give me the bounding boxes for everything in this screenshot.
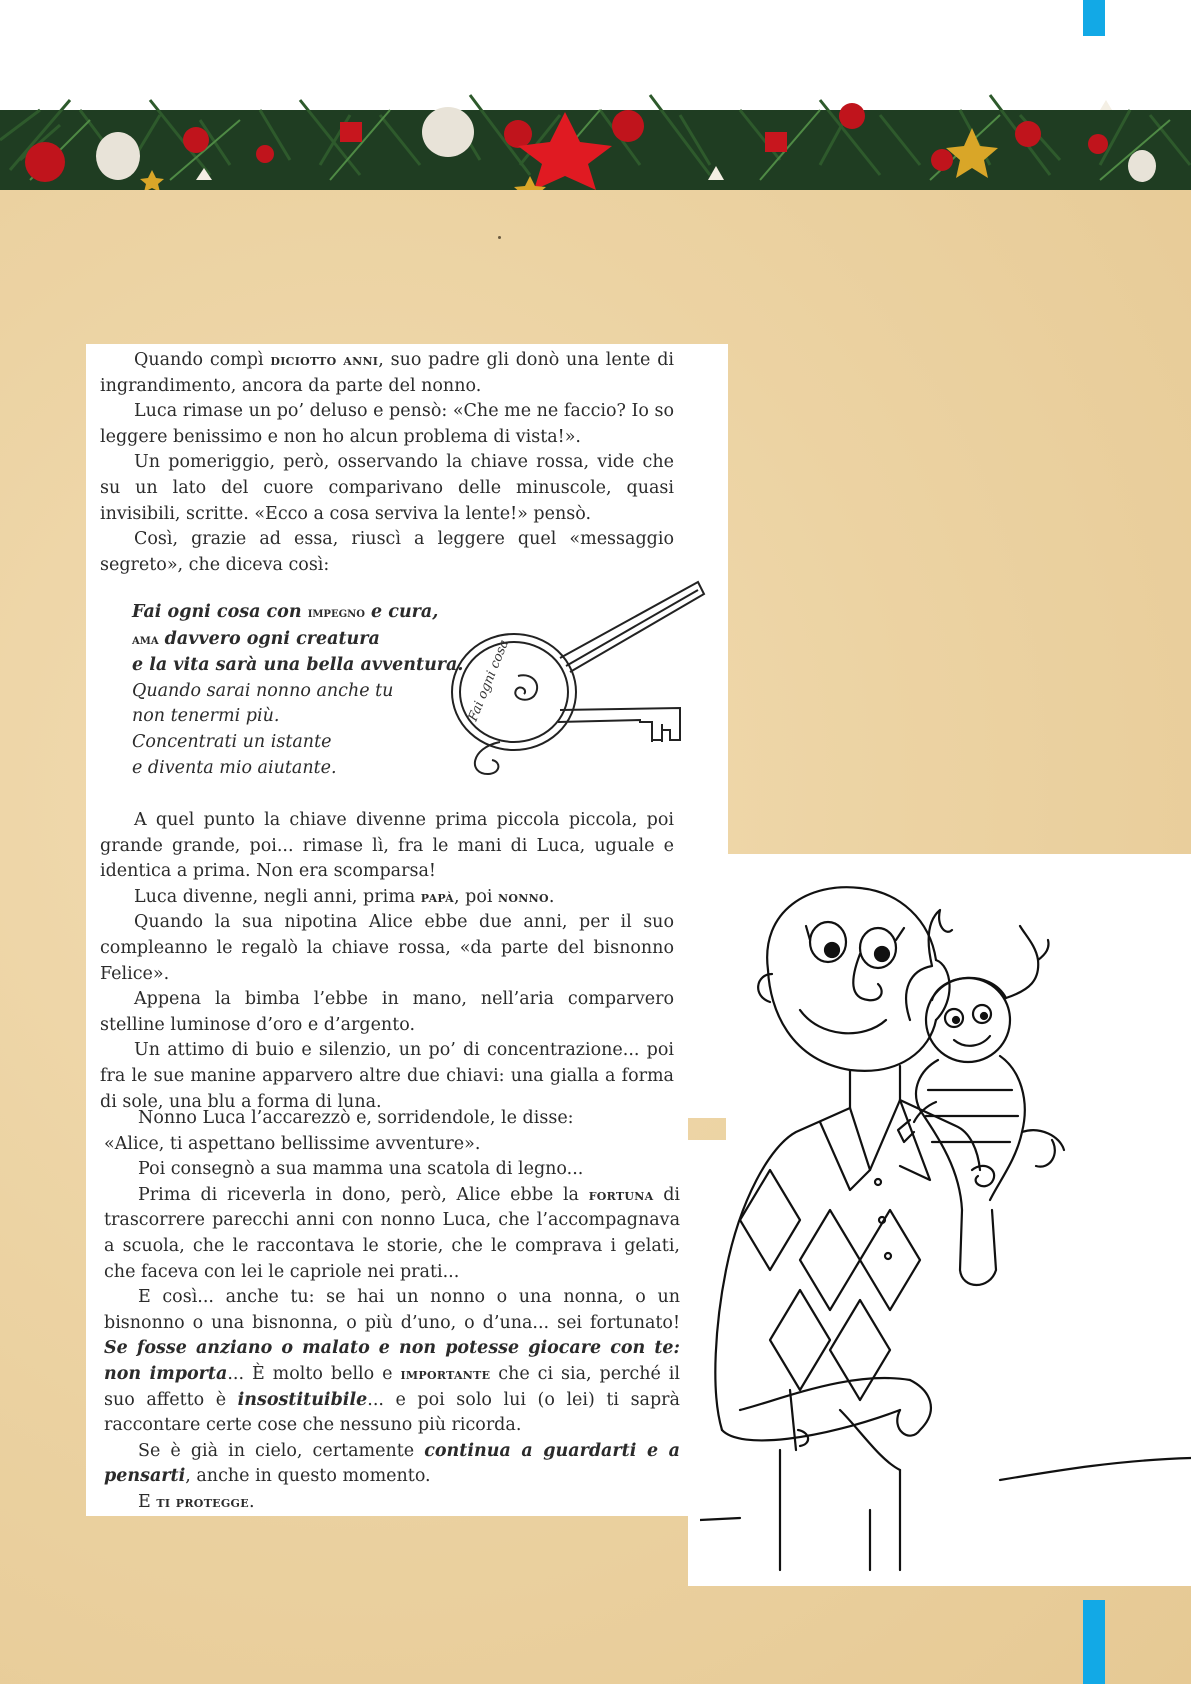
text-span: . bbox=[548, 886, 555, 907]
poem-line-5: non tenermi più. bbox=[132, 706, 280, 727]
paragraph-inscription-discovered: Un pomeriggio, però, osservando la chiave rossa, vide che su un lato del cuore comparivano delle minuscole, quasi invisibili, scritte. «Ecco a cosa serviva la lente!» pensò. bbox=[100, 452, 674, 524]
text-span: che ci sia, perché il suo affetto è bbox=[104, 1363, 680, 1410]
text-span: ... e poi solo lui (o lei) ti saprà raccontare certe cose che nessuno più ricorda. bbox=[104, 1389, 680, 1436]
paper-speck bbox=[498, 236, 501, 239]
emphasis-small-caps: papà bbox=[420, 887, 455, 906]
paragraph-nonno-speaks: Nonno Luca l’accarezzò e, sorridendole, le disse: bbox=[138, 1108, 574, 1128]
story-text-part-3 bbox=[104, 1106, 680, 1516]
paragraph-moral bbox=[104, 1285, 680, 1439]
poem-line-2 bbox=[132, 627, 462, 654]
emphasis-small-caps: nonno bbox=[498, 887, 549, 906]
poem-text: davvero ogni creatura bbox=[158, 628, 380, 649]
paragraph-luca-grows bbox=[100, 885, 674, 911]
key-inscription: Fai ogni cosa bbox=[465, 637, 513, 724]
poem-text: Fai ogni cosa con bbox=[132, 602, 308, 622]
text-span: E così... anche tu: se hai un nonno o una nonna, o un bisnonno o una bisnonna, o più d’uno, o d’una... sei fortunato! bbox=[104, 1287, 680, 1333]
emphasis-small-caps: ti protegge bbox=[156, 1492, 249, 1511]
paragraph-wooden-box: Poi consegnò a sua mamma una scatola di legno... bbox=[138, 1159, 584, 1180]
story-text-part-2 bbox=[100, 808, 674, 1115]
text-span: Quando compì bbox=[134, 350, 271, 370]
poem-line-3: e la vita sarà una bella avventura. bbox=[132, 655, 464, 676]
text-span: Luca divenne, negli anni, prima bbox=[134, 886, 421, 907]
poem-line-7: e diventa mio aiutante. bbox=[132, 757, 337, 778]
paragraph-new-keys: Un attimo di buio e silenzio, un po’ di concentrazione... poi fra le sue manine apparvero altre due chiavi: una gialla a forma di sole, una blu a forma di luna. bbox=[100, 1040, 674, 1112]
text-span: ... È molto bello e bbox=[227, 1363, 401, 1384]
page-edge-tab-top bbox=[1083, 0, 1105, 36]
secret-message-poem bbox=[132, 600, 462, 781]
text-span: . bbox=[248, 1491, 255, 1512]
poem-text: e cura, bbox=[364, 602, 439, 622]
poem-line-1 bbox=[132, 600, 462, 627]
story-text-part-1 bbox=[100, 348, 674, 578]
paragraph-secret-message-intro: Così, grazie ad essa, riuscì a leggere quel «messaggio segreto», che diceva così: bbox=[100, 529, 674, 575]
paragraph-alice-gift: Quando la sua nipotina Alice ebbe due anni, per il suo compleanno le regalò la chiave rossa, «da parte del bisnonno Felice». bbox=[100, 912, 674, 984]
paragraph-dialogue: «Alice, ti aspettano bellissime avventure». bbox=[104, 1133, 481, 1154]
emphasis-small-caps: diciotto anni bbox=[270, 351, 379, 369]
emphasis-small-caps: fortuna bbox=[588, 1185, 654, 1204]
page-edge-tab-bottom bbox=[1083, 1600, 1105, 1684]
poem-small-caps: ama bbox=[132, 631, 159, 648]
emphasis-bold-italic: insostituibile bbox=[237, 1389, 368, 1410]
text-span: E bbox=[138, 1491, 157, 1512]
paragraph-stars-appear: Appena la bimba l’ebbe in mano, nell’aria comparvero stelline luminose d’oro e d’argento. bbox=[100, 989, 674, 1035]
text-span: , anche in questo momento. bbox=[185, 1466, 431, 1487]
paragraph-birthday-lens bbox=[100, 348, 674, 399]
text-span: , poi bbox=[454, 886, 499, 907]
text-span: Se è già in cielo, certamente bbox=[138, 1440, 425, 1461]
poem-line-6: Concentrati un istante bbox=[132, 731, 332, 752]
paragraph-years-together bbox=[104, 1183, 680, 1285]
paragraph-disappointed: Luca rimase un po’ deluso e pensò: «Che me ne faccio? Io so leggere benissimo e non ho alcun problema di vista!». bbox=[100, 401, 674, 447]
text-span: di trascorrere parecchi anni con nonno Luca, che l’accompagnava a scuola, che le raccontava le storie, che le comprava i gelati, che faceva con lei le capriole nei prati... bbox=[104, 1184, 680, 1282]
emphasis-bold-italic: Se fosse anziano o malato e non potesse giocare con te: non importa bbox=[104, 1338, 680, 1384]
paragraph-in-heaven bbox=[104, 1439, 680, 1490]
emphasis-small-caps: importante bbox=[400, 1364, 491, 1383]
text-span: , suo padre gli donò una lente di ingrandimento, ancora da parte del nonno. bbox=[100, 350, 675, 396]
christmas-garland-icon bbox=[0, 70, 1191, 190]
grandpa-with-child-icon bbox=[700, 870, 1191, 1582]
poem-line-4: Quando sarai nonno anche tu bbox=[132, 680, 394, 701]
magnifier-key-icon bbox=[440, 572, 714, 798]
poem-small-caps: impegno bbox=[307, 605, 365, 621]
text-span: Prima di riceverla in dono, però, Alice ebbe la bbox=[138, 1184, 589, 1205]
emphasis-bold-italic: continua a guardarti e a pensarti bbox=[104, 1440, 681, 1487]
paragraph-key-changes: A quel punto la chiave divenne prima piccola piccola, poi grande grande, poi... rimase lì, fra le mani di Luca, uguale e identica a prima. Non era scomparsa! bbox=[100, 810, 674, 882]
paragraph-protects bbox=[104, 1490, 680, 1516]
